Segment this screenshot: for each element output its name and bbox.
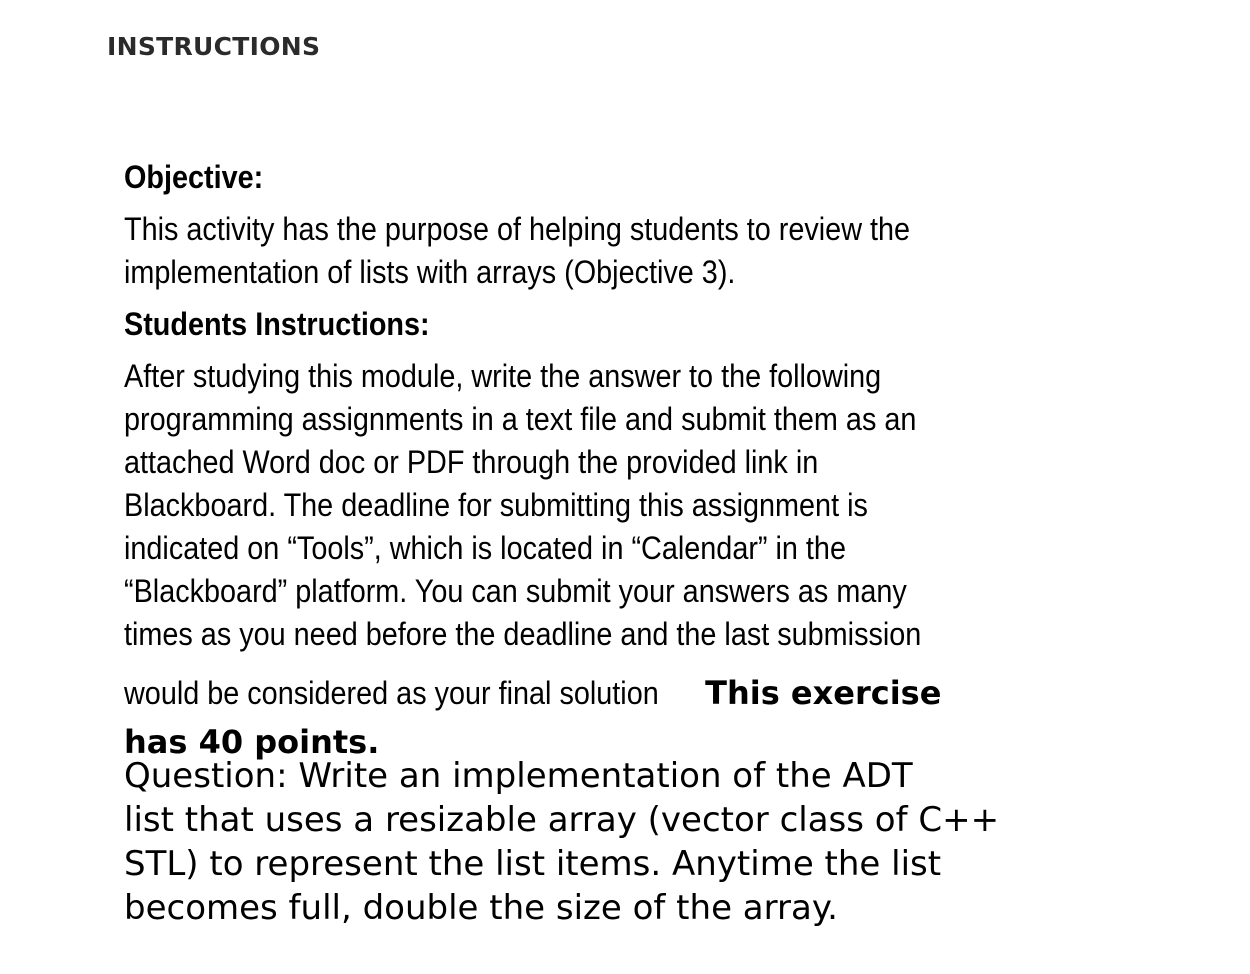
points-statement-part2: has 40 points.	[124, 723, 380, 761]
objective-line: This activity has the purpose of helping students to review the	[124, 211, 911, 247]
objective-line: implementation of lists with arrays (Objective 3).	[124, 254, 736, 290]
instruction-line: times as you need before the deadline and the last submission	[124, 616, 922, 652]
objective-section	[124, 156, 1002, 656]
question-line: STL) to represent the list items. Anytime the list	[124, 844, 942, 884]
page-title: INSTRUCTIONS	[107, 32, 321, 61]
instruction-line: Blackboard. The deadline for submitting this assignment is	[124, 487, 868, 523]
instruction-line-final: would be considered as your final solution	[124, 675, 659, 711]
students-instructions-heading: Students Instructions:	[124, 306, 430, 342]
instruction-line: attached Word doc or PDF through the provided link in	[124, 444, 819, 480]
instruction-line: “Blackboard” platform. You can submit your answers as many	[124, 573, 907, 609]
objective-heading: Objective:	[124, 159, 264, 195]
question-line: Question: Write an implementation of the ADT	[124, 756, 913, 796]
question-line: list that uses a resizable array (vector class of C++	[124, 800, 1000, 840]
instruction-line: indicated on “Tools”, which is located in “Calendar” in the	[124, 530, 846, 566]
points-statement-part1: This exercise	[694, 674, 942, 712]
instruction-line: programming assignments in a text file and submit them as an	[124, 401, 917, 437]
question-line: becomes full, double the size of the array.	[124, 888, 838, 928]
instruction-line: After studying this module, write the answer to the following	[124, 358, 882, 394]
instructions-content	[124, 156, 1004, 928]
question-section	[124, 754, 1024, 930]
